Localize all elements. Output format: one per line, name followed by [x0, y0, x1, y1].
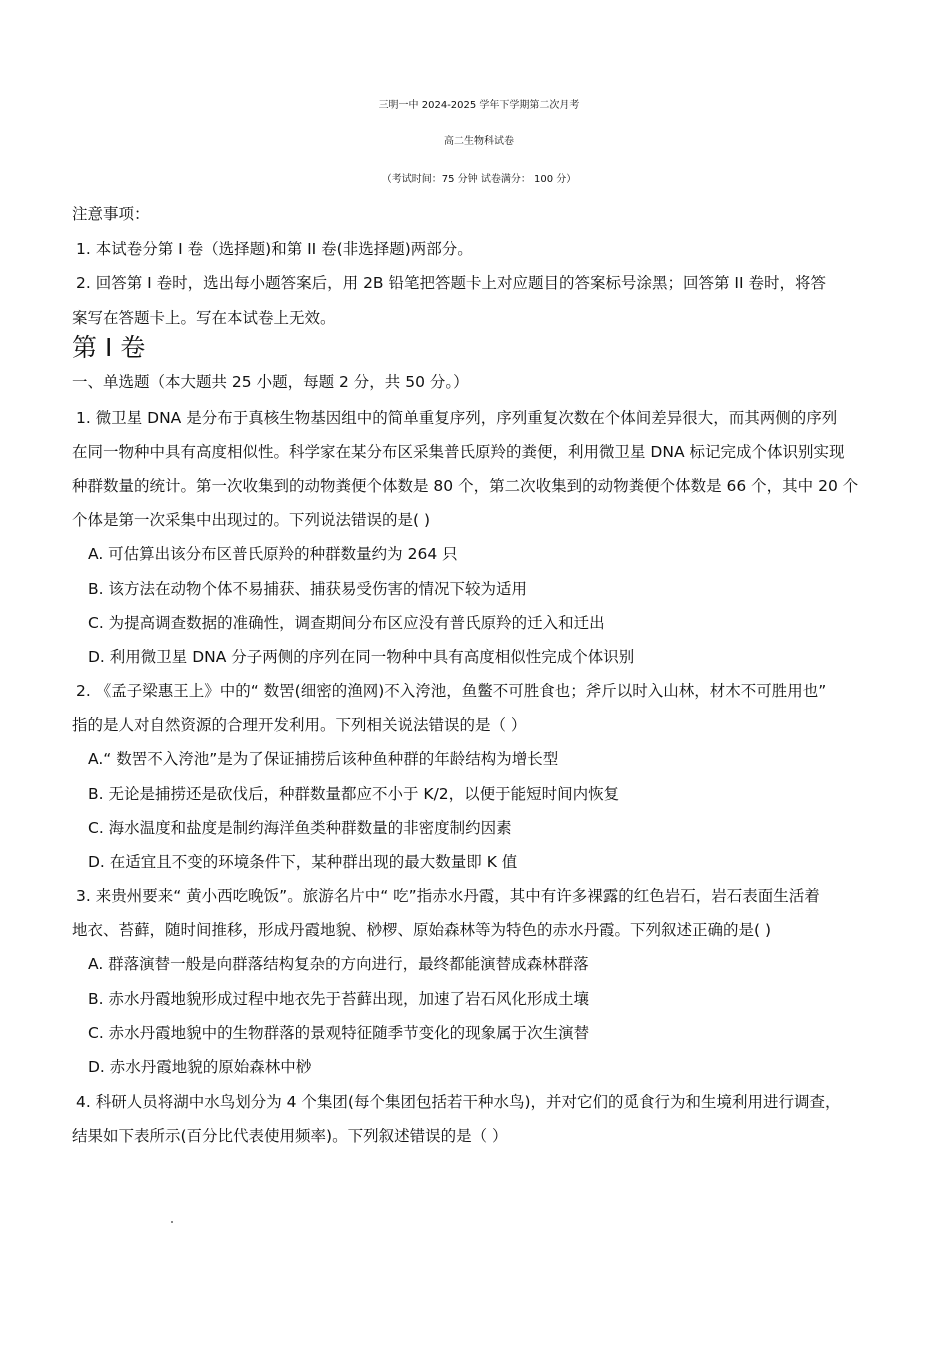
part-heading: 一、单选题（本大题共 25 小题，每题 2 分，共 50 分。） — [72, 373, 469, 391]
q4-stem-line-1: 4. 科研人员将湖中水鸟划分为 4 个集团(每个集团包括若干种水鸟)，并对它们的觅食行为和生境利用进行调查， — [76, 1093, 841, 1111]
q1-stem-line-4: 个体是第一次采集中出现过的。下列说法错误的是( ) — [72, 511, 431, 529]
q3-option-d: D. 赤水丹霞地貌的原始森林中桫 — [88, 1058, 312, 1076]
q2-option-d: D. 在适宜且不变的环境条件下，某种群出现的最大数量即 K 值 — [88, 853, 518, 871]
q1-option-a: A. 可估算出该分布区普氏原羚的种群数量约为 264 只 — [88, 545, 458, 563]
q4-stem-line-2: 结果如下表所示(百分比代表使用频率)。下列叙述错误的是（ ） — [72, 1127, 508, 1145]
note-item-1: 1. 本试卷分第 I 卷（选择题)和第 II 卷(非选择题)两部分。 — [76, 240, 473, 258]
q1-option-c: C. 为提高调查数据的准确性，调查期间分布区应没有普氏原羚的迁入和迁出 — [88, 614, 605, 632]
exam-info: （考试时间：75 分钟 试卷满分： 100 分） — [381, 174, 577, 185]
q3-option-a: A. 群落演替一般是向群落结构复杂的方向进行，最终都能演替成森林群落 — [88, 955, 589, 973]
q1-stem-line-1: 1. 微卫星 DNA 是分布于真核生物基因组中的简单重复序列，序列重复次数在个体间差异很大，而其两侧的序列 — [76, 409, 838, 427]
q1-stem-line-2: 在同一物种中具有高度相似性。科学家在某分布区采集普氏原羚的粪便，利用微卫星 DNA 标记完成个体识别实现 — [72, 443, 845, 461]
notes-heading: 注意事项： — [72, 205, 150, 223]
note-item-2-line-2: 案写在答题卡上。写在本试卷上无效。 — [72, 309, 336, 327]
exam-title: 三明一中 2024-2025 学年下学期第二次月考 — [378, 100, 580, 111]
section-title: 第 I 卷 — [72, 333, 146, 362]
q2-stem-line-2: 指的是人对自然资源的合理开发利用。下列相关说法错误的是（ ） — [72, 716, 527, 734]
q3-stem-line-2: 地衣、苔藓，随时间推移，形成丹霞地貌、桫椤、原始森林等为特色的赤水丹霞。下列叙述正确的是( ) — [72, 921, 772, 939]
q3-option-c: C. 赤水丹霞地貌中的生物群落的景观特征随季节变化的现象属于次生演替 — [88, 1024, 590, 1042]
scan-dot — [171, 1221, 173, 1223]
note-item-2-line-1: 2. 回答第 I 卷时，选出每小题答案后，用 2B 铅笔把答题卡上对应题目的答案标号涂黑；回答第 II 卷时，将答 — [76, 274, 826, 292]
q3-option-b: B. 赤水丹霞地貌形成过程中地衣先于苔藓出现，加速了岩石风化形成土壤 — [88, 990, 589, 1008]
q2-option-a: A.“ 数罟不入洿池”是为了保证捕捞后该种鱼种群的年龄结构为增长型 — [88, 750, 559, 768]
q1-option-d: D. 利用微卫星 DNA 分子两侧的序列在同一物种中具有高度相似性完成个体识别 — [88, 648, 635, 666]
q2-option-c: C. 海水温度和盐度是制约海洋鱼类种群数量的非密度制约因素 — [88, 819, 512, 837]
q2-option-b: B. 无论是捕捞还是砍伐后，种群数量都应不小于 K/2，以便于能短时间内恢复 — [88, 785, 620, 803]
q1-option-b: B. 该方法在动物个体不易捕获、捕获易受伤害的情况下较为适用 — [88, 580, 527, 598]
q2-stem-line-1: 2. 《孟子梁惠王上》中的“ 数罟(细密的渔网)不入洿池，鱼鳖不可胜食也；斧斤以时入山林，材木不可胜用也” — [76, 682, 827, 700]
q1-stem-line-3: 种群数量的统计。第一次收集到的动物粪便个体数是 80 个，第二次收集到的动物粪便个体数是 66 个，其中 20 个 — [72, 477, 859, 495]
q3-stem-line-1: 3. 来贵州要来“ 黄小西吃晚饭”。旅游名片中“ 吃”指赤水丹霞，其中有许多裸露的红色岩石，岩石表面生活着 — [76, 887, 820, 905]
exam-subject-title: 高二生物科试卷 — [444, 136, 514, 147]
